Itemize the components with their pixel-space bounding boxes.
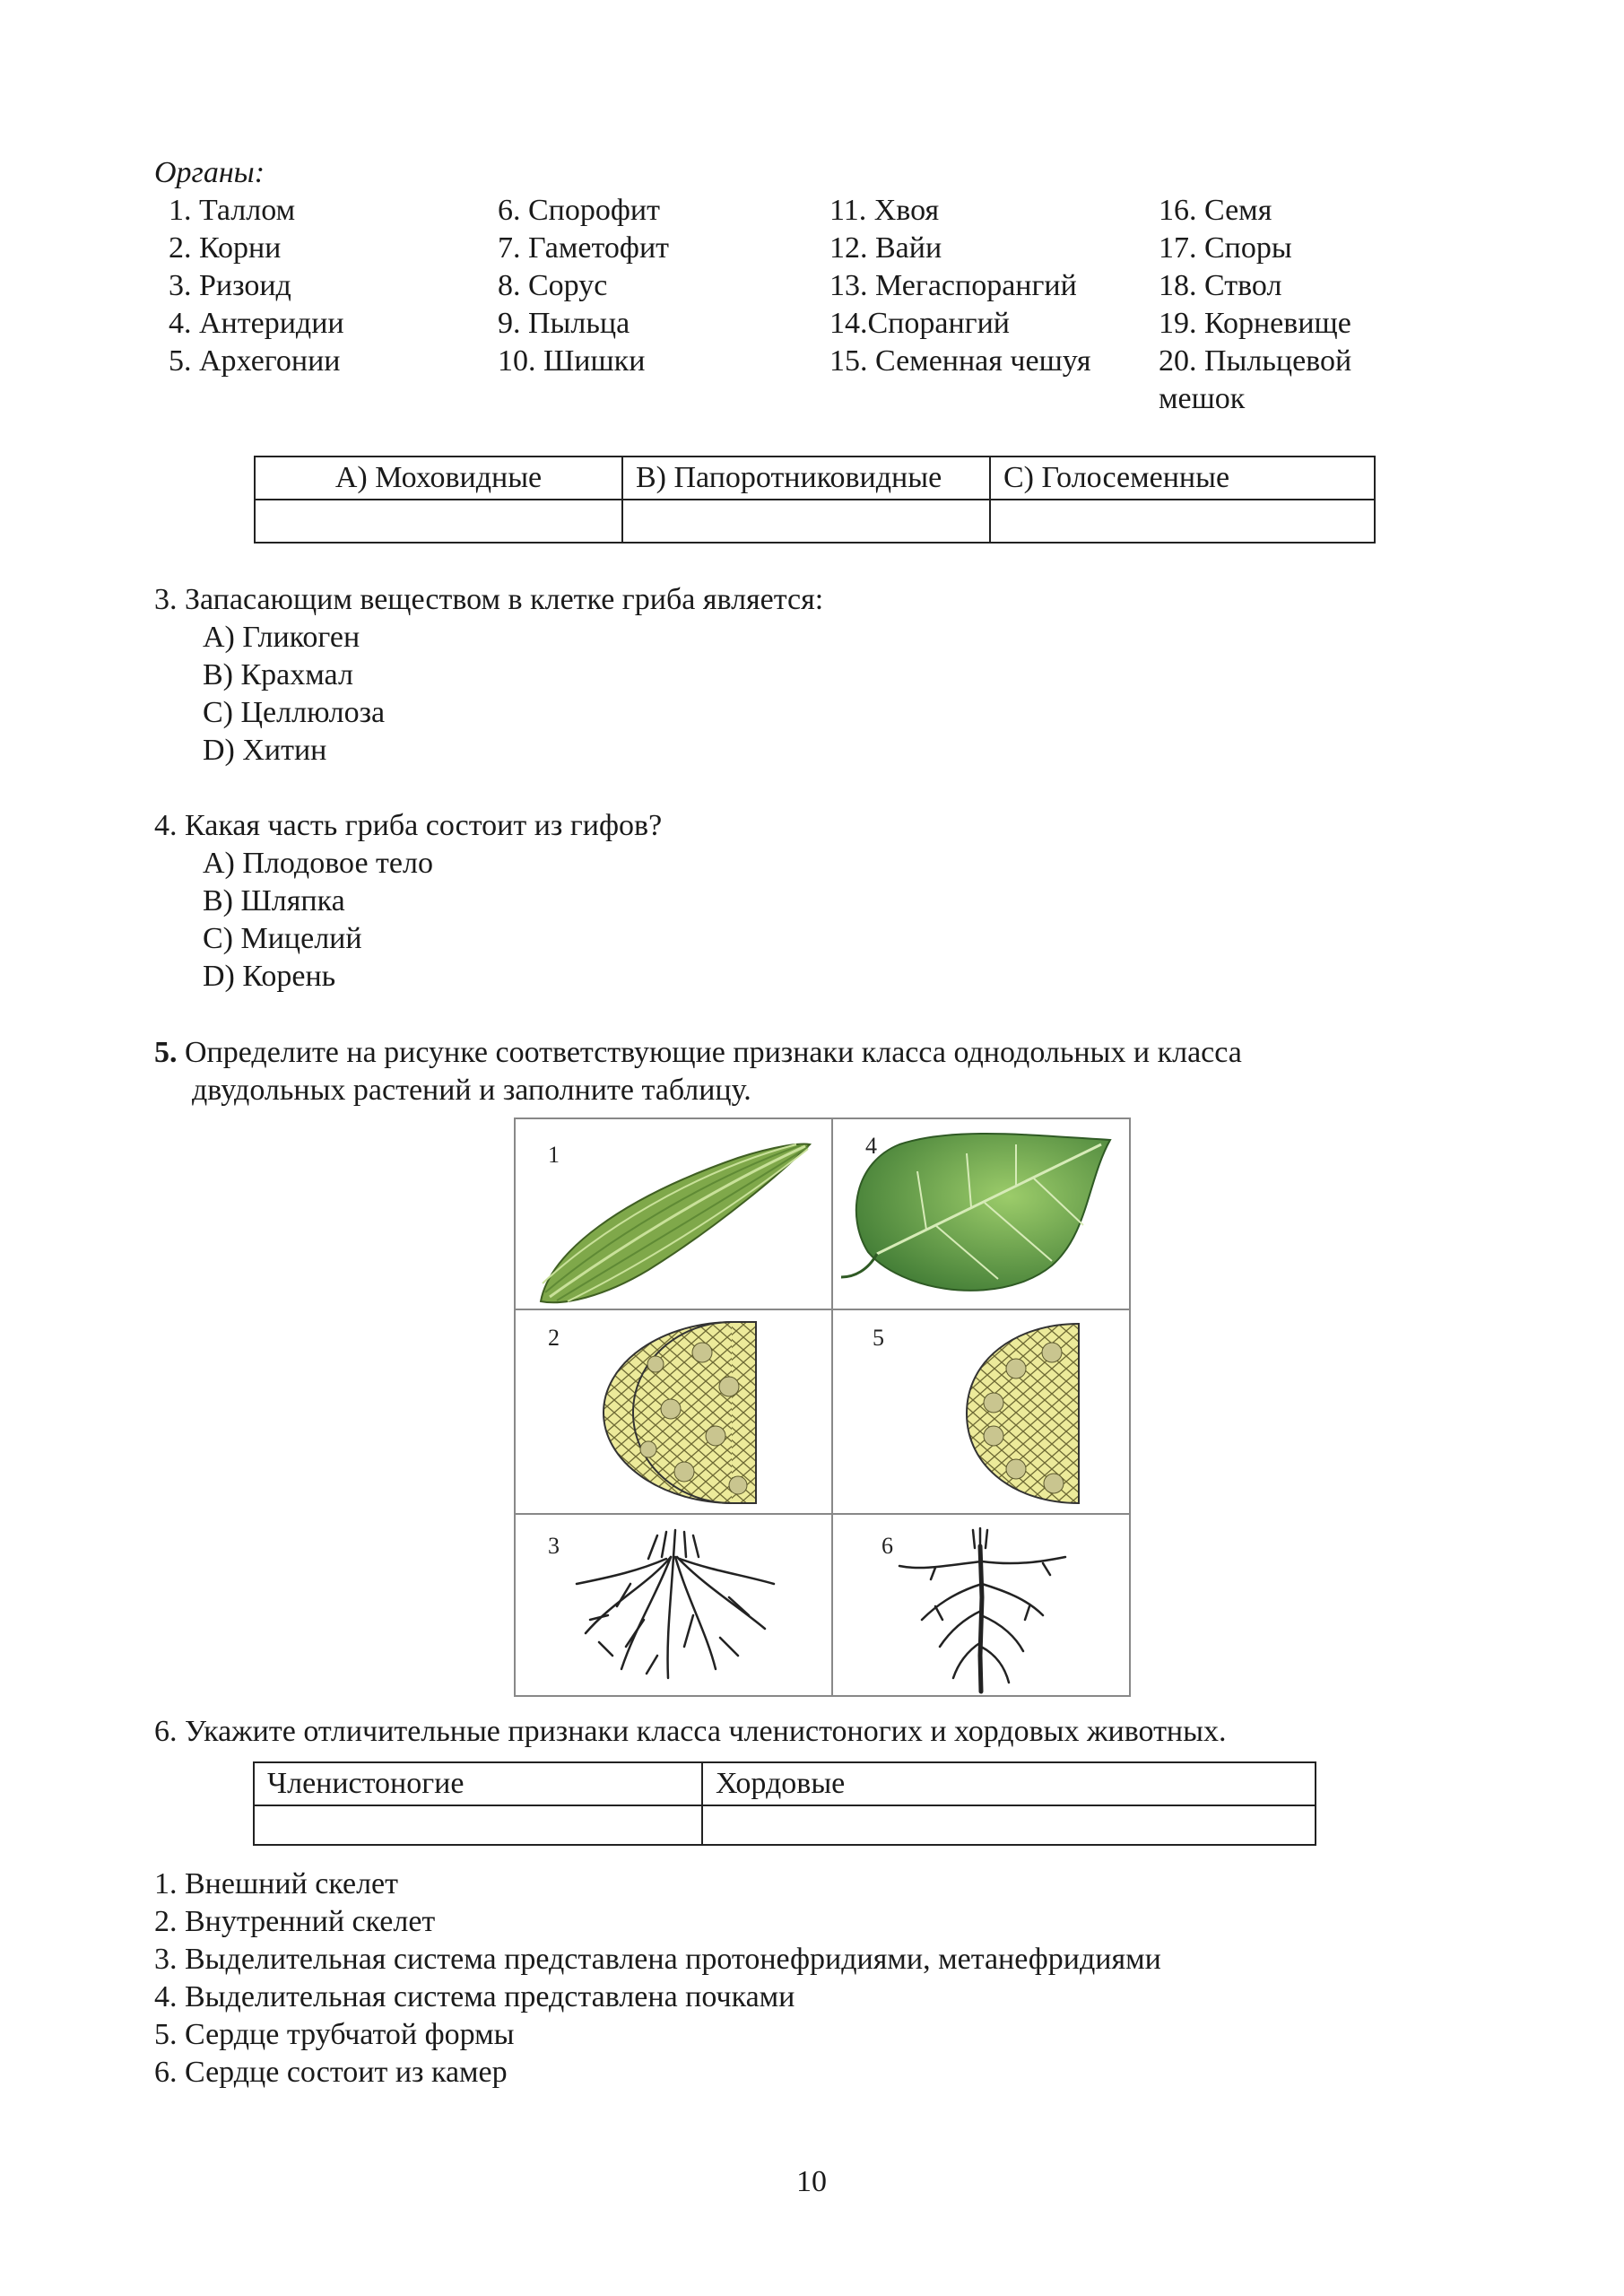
organ-item: 13. Мегаспорангий <box>829 269 1077 302</box>
option-c[interactable]: С) Мицелий <box>203 922 362 955</box>
organ-item: 1. Таллом <box>169 194 296 227</box>
question-4: 4. Какая часть гриба состоит из гифов? <box>154 809 663 842</box>
organs-heading: Органы: <box>154 156 265 189</box>
list-item: 4. Выделительная система представлена почками <box>154 1980 795 2013</box>
organ-item: 18. Ствол <box>1159 269 1282 302</box>
table-header-ferns: В) Папоротниковидные <box>622 457 990 500</box>
organs-answer-table <box>254 456 1376 544</box>
organ-item: 14.Спорангий <box>829 307 1010 340</box>
arthropod-chordate-table <box>253 1761 1316 1846</box>
table-header-arthropods: Членистоногие <box>254 1762 702 1805</box>
question-4-options <box>203 845 433 996</box>
list-item: 6. Сердце состоит из камер <box>154 2056 508 2089</box>
organ-item: 5. Архегонии <box>169 344 341 378</box>
organ-item: 12. Вайи <box>829 231 942 265</box>
list-item: 5. Сердце трубчатой формы <box>154 2018 515 2051</box>
organ-item: 15. Семенная чешуя <box>829 344 1091 378</box>
option-d[interactable]: D) Корень <box>203 960 336 993</box>
panel-label-5: 5 <box>873 1325 884 1351</box>
organ-item: мешок <box>1159 382 1246 415</box>
organ-item: 8. Сорус <box>498 269 608 302</box>
list-item: 1. Внешний скелет <box>154 1867 398 1900</box>
panel-label-3: 3 <box>548 1533 560 1559</box>
page-number: 10 <box>796 2165 827 2198</box>
organs-column-3 <box>829 192 1091 380</box>
answer-cell-arthropods[interactable] <box>254 1805 702 1845</box>
organ-item: 9. Пыльца <box>498 307 630 340</box>
option-b[interactable]: В) Крахмал <box>203 658 353 691</box>
list-item: 3. Выделительная система представлена протонефридиями, метанефридиями <box>154 1943 1161 1976</box>
option-a[interactable]: А) Плодовое тело <box>203 847 433 880</box>
answer-cell-gymnosperms[interactable] <box>990 500 1375 543</box>
organ-item: 4. Антеридии <box>169 307 344 340</box>
panel-label-1: 1 <box>548 1142 560 1168</box>
question-6: 6. Укажите отличительные признаки класса членистоногих и хордовых животных. <box>154 1715 1227 1748</box>
organ-item: 6. Спорофит <box>498 194 660 227</box>
monocot-dicot-figure <box>514 1118 1131 1697</box>
organ-item: 19. Корневище <box>1159 307 1351 340</box>
panel-label-4: 4 <box>865 1133 877 1159</box>
option-d[interactable]: D) Хитин <box>203 734 327 767</box>
organ-item: 2. Корни <box>169 231 282 265</box>
organ-item: 3. Ризоид <box>169 269 291 302</box>
organ-item: 10. Шишки <box>498 344 646 378</box>
question-5-line-2: двудольных растений и заполните таблицу. <box>192 1074 751 1107</box>
option-c[interactable]: С) Целлюлоза <box>203 696 386 729</box>
answer-cell-ferns[interactable] <box>622 500 990 543</box>
table-header-chordates: Хордовые <box>702 1762 1316 1805</box>
answer-cell-chordates[interactable] <box>702 1805 1316 1845</box>
panel-label-2: 2 <box>548 1325 560 1351</box>
list-item: 2. Внутренний скелет <box>154 1905 436 1938</box>
organ-item: 16. Семя <box>1159 194 1272 227</box>
organs-column-4 <box>1159 192 1351 418</box>
organ-item: 11. Хвоя <box>829 194 940 227</box>
question-5-line-1: 5. Определите на рисунке соответствующие признаки класса однодольных и класса <box>154 1036 1242 1069</box>
table-header-gymnosperms: С) Голосеменные <box>990 457 1375 500</box>
option-a[interactable]: А) Гликоген <box>203 621 360 654</box>
question-3: 3. Запасающим веществом в клетке гриба является: <box>154 583 824 616</box>
organ-item: 7. Гаметофит <box>498 231 670 265</box>
organs-column-2 <box>498 192 669 380</box>
question-3-options <box>203 619 385 770</box>
organ-item: 20. Пыльцевой <box>1159 344 1352 378</box>
answer-cell-mosses[interactable] <box>255 500 622 543</box>
organs-column-1 <box>169 192 344 380</box>
organ-item: 17. Споры <box>1159 231 1292 265</box>
question-6-items <box>154 1866 1161 2092</box>
option-b[interactable]: В) Шляпка <box>203 884 345 918</box>
panel-label-6: 6 <box>881 1533 893 1559</box>
table-header-mosses: А) Моховидные <box>255 457 622 500</box>
